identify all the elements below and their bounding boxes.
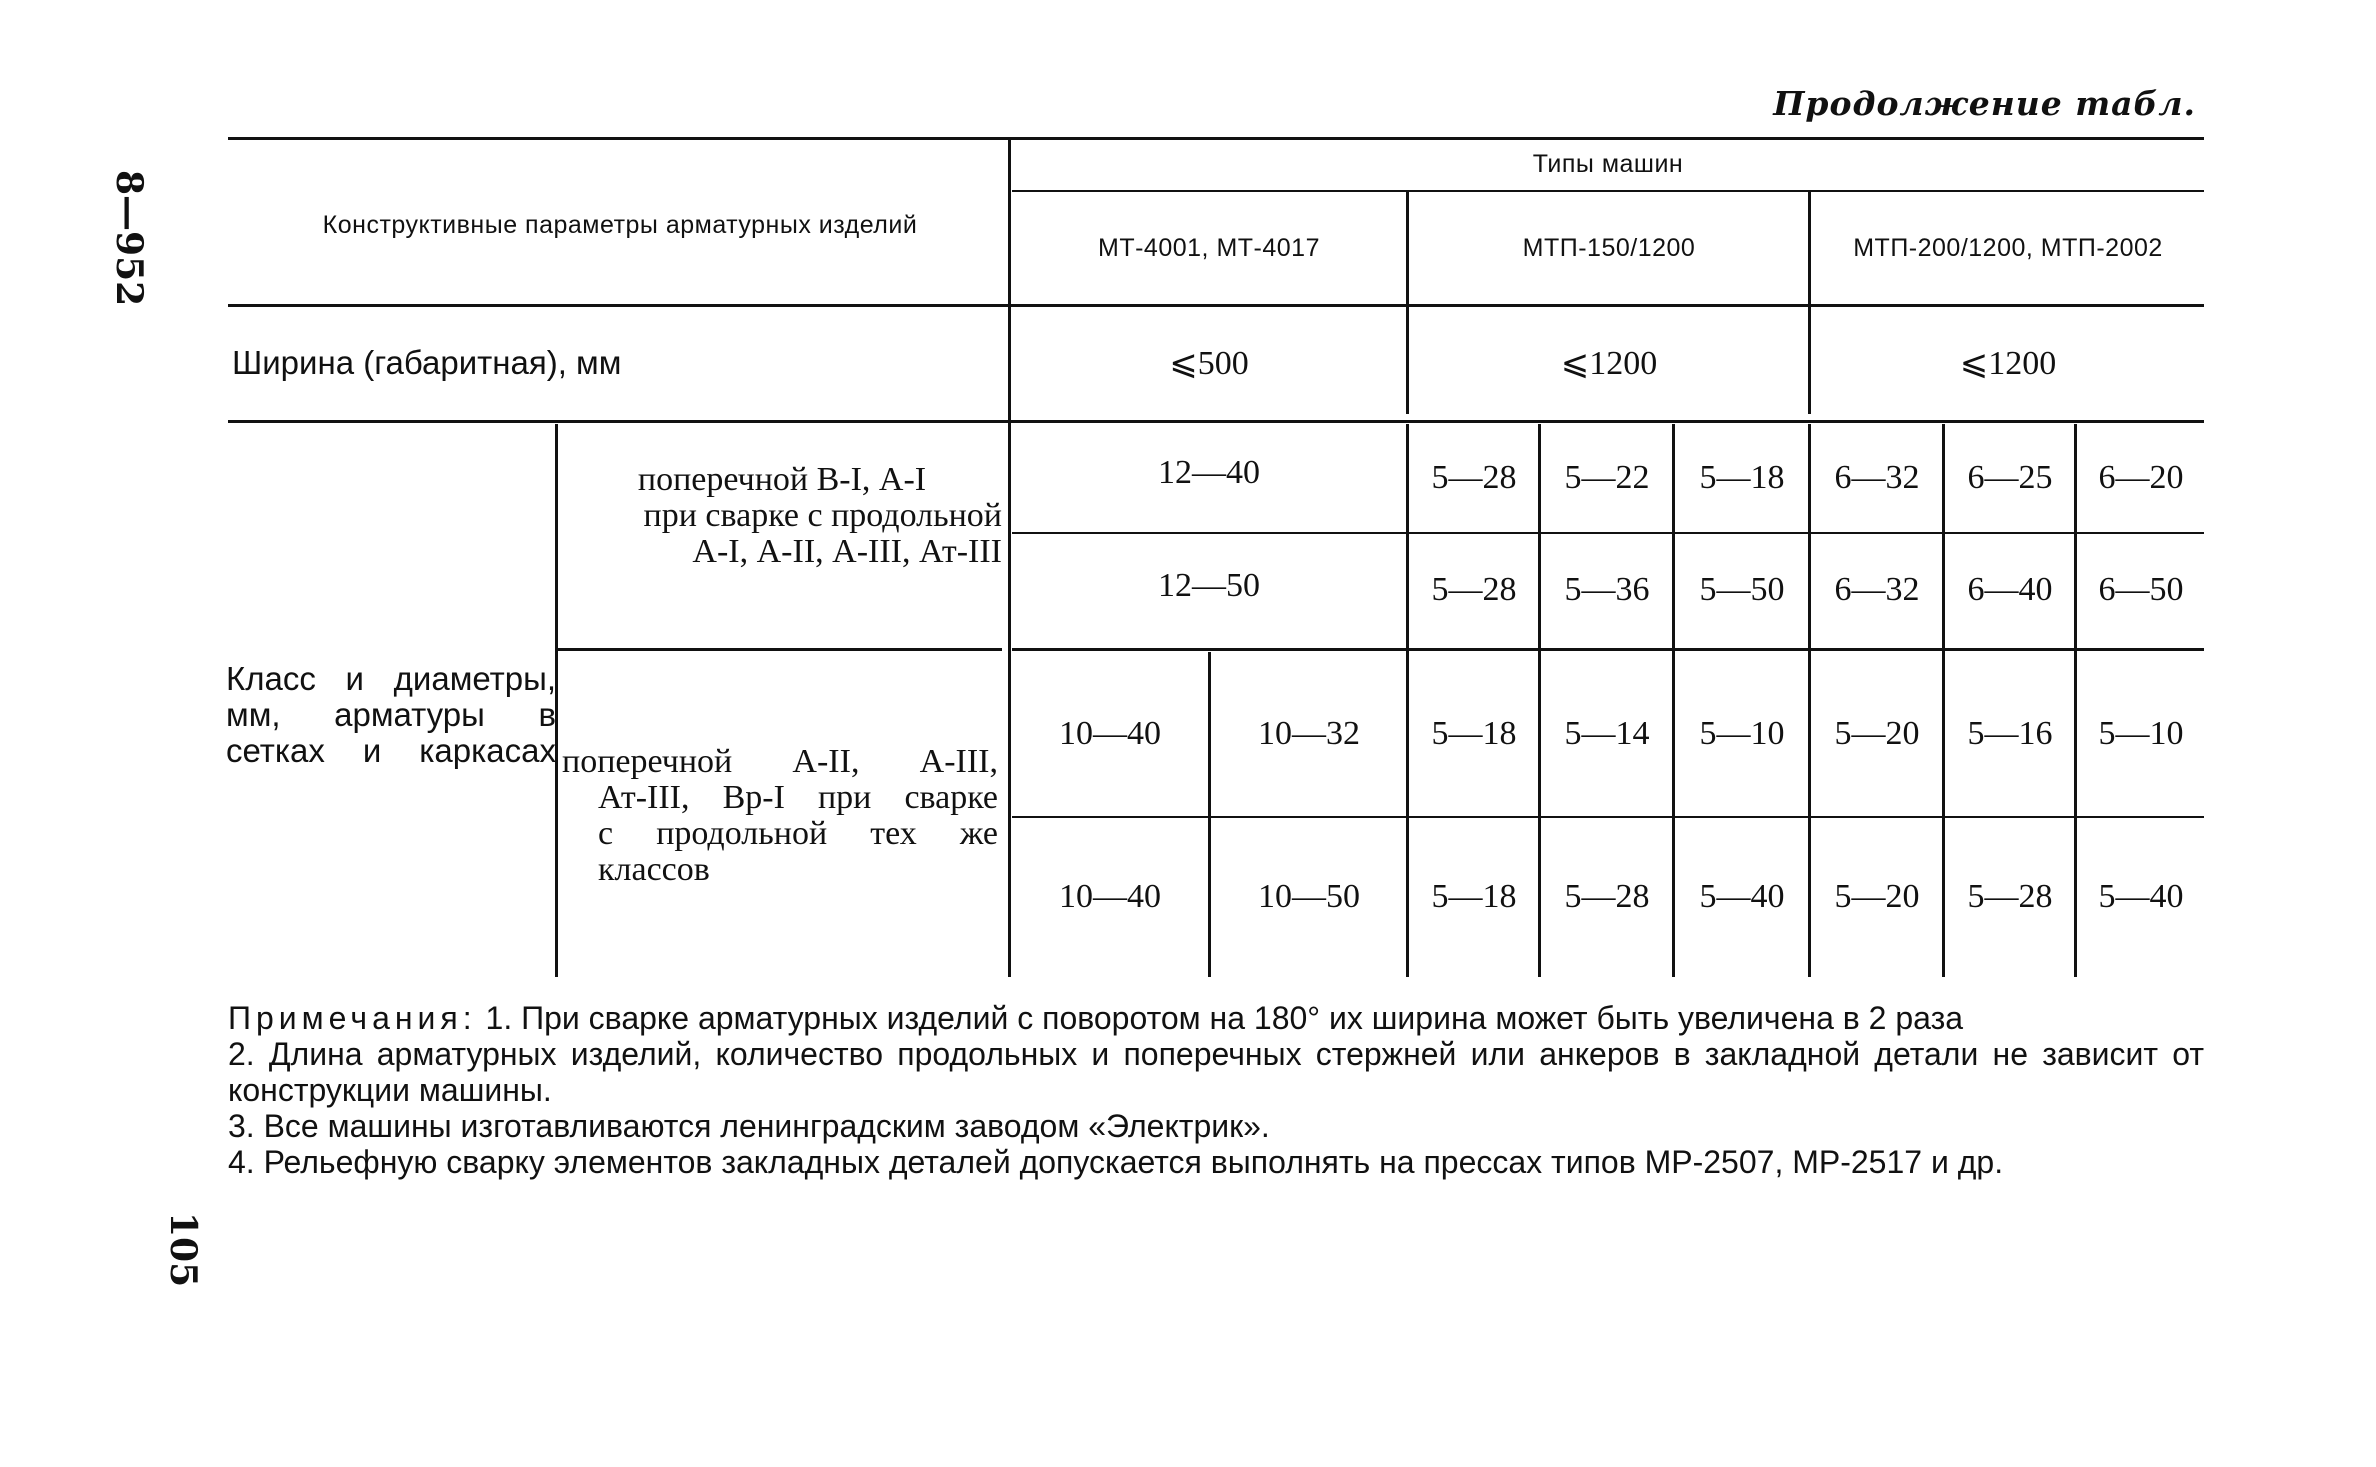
width-value-mt bbox=[1012, 308, 1406, 418]
group1-bottom-rule-right bbox=[1012, 648, 2204, 651]
machine-header-mtp200 bbox=[1812, 194, 2204, 302]
group2-label-line: Ат-III, Вр-I при сварке bbox=[598, 779, 998, 816]
width-value-mt-text: ⩽500 bbox=[1169, 345, 1249, 382]
note-text: 3. Все машины изготавливаются ленинградским заводом «Электрик». bbox=[228, 1108, 1270, 1144]
note-2 bbox=[228, 1036, 2204, 1108]
table-cell: 6—32 bbox=[1834, 459, 1920, 496]
table-cell: 10—32 bbox=[1258, 715, 1360, 752]
table-cell: 5—18 bbox=[1431, 878, 1517, 915]
table-cell: 5—28 bbox=[1967, 878, 2053, 915]
machine-header-mtp150 bbox=[1410, 194, 1808, 302]
group1-bottom-rule-left bbox=[556, 648, 1002, 651]
note-text: 2. Длина арматурных изделий, количество продольных и поперечных стержней или анкеров в закладной детали не зависит от конструкции машины. bbox=[228, 1036, 2204, 1108]
width-value-mtp200 bbox=[1812, 308, 2204, 418]
grid-line-mtp150-a bbox=[1538, 424, 1541, 977]
grid-line-mtp200-b bbox=[2074, 424, 2077, 977]
group1-label bbox=[562, 462, 1002, 570]
note-1 bbox=[228, 1000, 2204, 1036]
group2-label-line: классов bbox=[598, 851, 710, 888]
group2-row-divider bbox=[1012, 816, 2204, 818]
table-cell: 5—20 bbox=[1834, 878, 1920, 915]
group1-label-line: при сварке с продольной bbox=[643, 497, 1002, 534]
table-cell: 6—40 bbox=[1967, 571, 2053, 608]
notes-title: Примечания: bbox=[228, 1000, 477, 1036]
grid-line-mtp150-start bbox=[1406, 424, 1409, 977]
table-cell: 5—10 bbox=[2098, 715, 2184, 752]
table-cell: 5—16 bbox=[1967, 715, 2053, 752]
table-cell: 5—40 bbox=[2098, 878, 2184, 915]
machines-header-rule bbox=[1012, 190, 2204, 192]
grid-line-mtp200-a bbox=[1942, 424, 1945, 977]
table-cell: 10—40 bbox=[1059, 878, 1161, 915]
width-value-mtp200-text: ⩽1200 bbox=[1959, 345, 2057, 382]
grid-line-mt-split bbox=[1208, 652, 1211, 977]
note-3 bbox=[228, 1108, 2204, 1144]
grid-line-mtp200-start bbox=[1808, 424, 1811, 977]
table-cell: 5—18 bbox=[1431, 715, 1517, 752]
table-continuation-label: Продолжение табл. bbox=[1773, 84, 2196, 123]
table-cell: 12—50 bbox=[1158, 567, 1260, 604]
class-label bbox=[226, 660, 556, 770]
table-cell: 6—20 bbox=[2098, 459, 2184, 496]
width-label bbox=[232, 308, 1002, 418]
table-cell: 5—36 bbox=[1564, 571, 1650, 608]
width-label-text: Ширина (габаритная), мм bbox=[232, 344, 622, 381]
machine-name-mtp200: МТП-200/1200, МТП-2002 bbox=[1853, 233, 2163, 262]
width-row-bottom-rule bbox=[228, 420, 2204, 423]
machine-name-mtp150: МТП-150/1200 bbox=[1522, 233, 1696, 262]
header-bottom-rule bbox=[228, 304, 2204, 307]
table-cell: 5—20 bbox=[1834, 715, 1920, 752]
class-label-text: Класс и диаметры, мм, арматуры в сетках и каркасах bbox=[226, 660, 556, 769]
note-text: 1. При сварке арматурных изделий с поворотом на 180° их ширина может быть увеличена в 2 раза bbox=[485, 1000, 1964, 1036]
table-cell: 5—22 bbox=[1564, 459, 1650, 496]
grid-line-mtp150-b bbox=[1672, 424, 1675, 977]
table-cell: 6—50 bbox=[2098, 571, 2184, 608]
machines-header-text: Типы машин bbox=[1532, 149, 1684, 178]
table-cell: 6—32 bbox=[1834, 571, 1920, 608]
machines-header bbox=[1012, 140, 2204, 188]
group1-label-line: А-I, А-II, А-III, Ат-III bbox=[692, 533, 1002, 570]
table-cell: 5—18 bbox=[1699, 459, 1785, 496]
side-page-number-bottom: 105 bbox=[162, 1212, 204, 1288]
table-cell: 10—40 bbox=[1059, 715, 1161, 752]
param-header bbox=[300, 180, 940, 270]
machine-header-mt bbox=[1012, 194, 1406, 302]
table-cell: 5—28 bbox=[1431, 571, 1517, 608]
table-cell: 5—14 bbox=[1564, 715, 1650, 752]
param-column-divider bbox=[1008, 137, 1011, 977]
table-cell: 5—50 bbox=[1699, 571, 1785, 608]
table-cell: 12—40 bbox=[1158, 454, 1260, 491]
table-cell: 5—10 bbox=[1699, 715, 1785, 752]
param-header-text: Конструктивные параметры арматурных изделий bbox=[322, 211, 918, 239]
machine-divider-1 bbox=[1406, 192, 1409, 414]
machine-name-mt: МТ-4001, МТ-4017 bbox=[1098, 233, 1320, 262]
table-cell: 5—28 bbox=[1564, 878, 1650, 915]
note-4 bbox=[228, 1144, 2204, 1180]
table-cell: 5—40 bbox=[1699, 878, 1785, 915]
group2-label-line: с продольной тех же bbox=[598, 815, 998, 852]
side-page-number-top: 8—952 bbox=[108, 170, 150, 307]
width-value-mtp150 bbox=[1410, 308, 1808, 418]
group1-row-divider bbox=[1012, 532, 2204, 534]
width-value-mtp150-text: ⩽1200 bbox=[1560, 345, 1658, 382]
table-cell: 5—28 bbox=[1431, 459, 1517, 496]
machine-divider-2 bbox=[1808, 192, 1811, 414]
group2-label bbox=[562, 744, 998, 888]
note-text: 4. Рельефную сварку элементов закладных деталей допускается выполнять на прессах типов МР-2507, МР-2517 и др. bbox=[228, 1144, 2004, 1180]
group2-label-line: поперечной А-II, А-III, bbox=[562, 743, 998, 780]
table-cell: 10—50 bbox=[1258, 878, 1360, 915]
group1-label-line: поперечной В-I, А-I bbox=[637, 461, 927, 498]
table-cell: 6—25 bbox=[1967, 459, 2053, 496]
notes-section bbox=[228, 1000, 2204, 1180]
